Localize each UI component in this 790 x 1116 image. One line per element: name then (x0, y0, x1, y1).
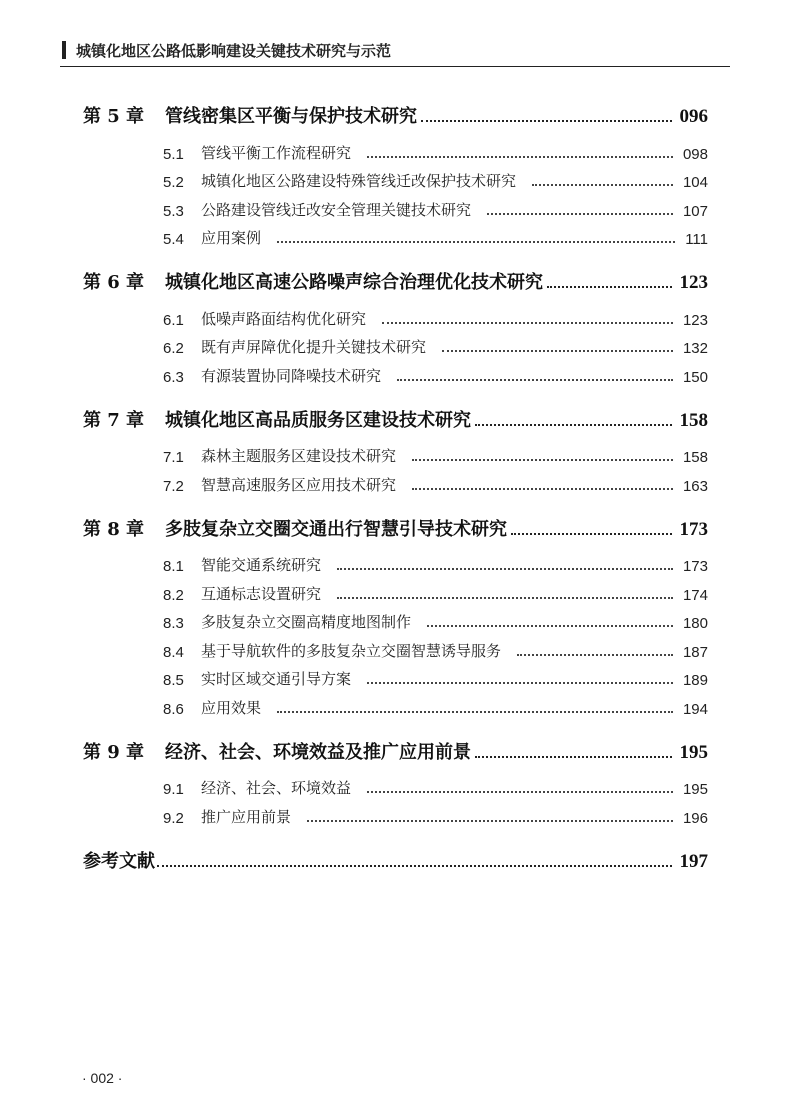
header-bar-mark (62, 41, 66, 59)
section-title: 既有声屏障优化提升关键技术研究 (201, 338, 427, 356)
section-title: 森林主题服务区建设技术研究 (201, 447, 397, 465)
chapter-number: 第 7 章 (83, 409, 145, 431)
dot-leader (421, 120, 672, 122)
dot-leader (427, 625, 673, 627)
chapter-entry[interactable] (83, 96, 708, 128)
dot-leader (367, 156, 673, 158)
dot-leader (382, 322, 673, 324)
chapter-page-number: 096 (679, 106, 708, 127)
dot-leader (412, 488, 673, 490)
section-entry[interactable] (83, 689, 708, 718)
toc-chapter (83, 509, 708, 718)
dot-leader (412, 459, 673, 461)
section-title: 城镇化地区公路建设特殊管线迁改保护技术研究 (201, 172, 517, 190)
section-title: 低噪声路面结构优化研究 (201, 309, 367, 328)
section-entry[interactable] (83, 632, 708, 661)
section-entry[interactable] (83, 798, 708, 827)
section-page-number: 104 (682, 174, 708, 191)
section-entry[interactable] (83, 575, 708, 604)
section-number: 8.6 (163, 700, 184, 718)
running-header (62, 40, 391, 60)
section-entry[interactable] (83, 191, 708, 220)
section-page-number: 187 (682, 643, 708, 661)
references-title: 参考文献 (83, 850, 155, 872)
dot-leader (532, 184, 673, 186)
section-title: 管线平衡工作流程研究 (201, 143, 352, 162)
dot-leader (475, 756, 672, 758)
references-page-number: 197 (679, 850, 708, 872)
section-title: 推广应用前景 (201, 807, 292, 826)
chapter-page-number: 123 (679, 272, 708, 293)
section-title: 应用效果 (201, 698, 262, 717)
section-page-number: 132 (682, 340, 708, 357)
section-number: 8.2 (163, 586, 184, 604)
chapter-number: 第 6 章 (83, 272, 145, 293)
section-number: 7.2 (163, 477, 184, 495)
chapter-title: 多肢复杂立交圈交通出行智慧引导技术研究 (165, 518, 507, 540)
table-of-contents (83, 96, 708, 873)
dot-leader (511, 533, 672, 535)
section-number: 6.2 (163, 340, 184, 357)
section-page-number: 189 (682, 672, 708, 689)
chapter-entry[interactable] (83, 400, 708, 432)
section-number: 8.3 (163, 615, 184, 632)
section-entry[interactable] (83, 604, 708, 633)
section-title: 公路建设管线迁改安全管理关键技术研究 (201, 200, 472, 219)
section-page-number: 111 (685, 231, 708, 248)
chapter-entry[interactable] (83, 262, 708, 294)
section-number: 5.2 (163, 174, 184, 191)
toc-chapter (83, 96, 708, 248)
section-page-number: 158 (682, 449, 708, 466)
section-title: 多肢复杂立交圈高精度地图制作 (201, 613, 412, 631)
dot-leader (337, 597, 673, 599)
section-number: 6.1 (163, 311, 184, 329)
section-page-number: 195 (682, 781, 708, 798)
section-entry[interactable] (83, 661, 708, 690)
chapter-title: 城镇化地区高品质服务区建设技术研究 (165, 409, 471, 431)
section-number: 5.4 (163, 231, 184, 248)
dot-leader (277, 711, 673, 713)
dot-leader (442, 350, 673, 352)
section-number: 8.5 (163, 672, 184, 689)
section-page-number: 174 (682, 586, 708, 604)
section-page-number: 107 (682, 202, 708, 220)
chapter-page-number: 195 (679, 741, 708, 763)
dot-leader (277, 241, 675, 243)
section-number: 7.1 (163, 449, 184, 466)
section-title: 智慧高速服务区应用技术研究 (201, 475, 397, 494)
section-number: 9.2 (163, 809, 184, 827)
section-page-number: 194 (682, 700, 708, 718)
section-number: 8.4 (163, 643, 184, 661)
chapter-title: 经济、社会、环境效益及推广应用前景 (165, 741, 471, 763)
dot-leader (487, 213, 673, 215)
section-entry[interactable] (83, 329, 708, 358)
section-entry[interactable] (83, 220, 708, 249)
toc-chapter (83, 262, 708, 386)
chapter-number: 第 5 章 (83, 106, 145, 127)
dot-leader (517, 654, 673, 656)
chapter-page-number: 158 (679, 409, 708, 431)
toc-chapter (83, 400, 708, 495)
chapter-number: 第 9 章 (83, 741, 145, 763)
section-page-number: 196 (682, 809, 708, 827)
dot-leader (337, 568, 673, 570)
dot-leader (157, 865, 672, 867)
section-number: 5.3 (163, 202, 184, 220)
dot-leader (367, 682, 673, 684)
section-page-number: 123 (682, 311, 708, 329)
section-page-number: 163 (682, 477, 708, 495)
section-title: 应用案例 (201, 229, 262, 247)
dot-leader (367, 791, 673, 793)
section-title: 经济、社会、环境效益 (201, 779, 352, 797)
section-entry[interactable] (83, 163, 708, 192)
section-number: 5.1 (163, 145, 184, 163)
section-title: 有源装置协同降噪技术研究 (201, 366, 382, 385)
section-entry[interactable] (83, 438, 708, 467)
chapter-number: 第 8 章 (83, 518, 145, 540)
section-entry[interactable] (83, 547, 708, 576)
section-title: 互通标志设置研究 (201, 584, 322, 603)
toc-chapter (83, 732, 708, 827)
section-entry[interactable] (83, 770, 708, 799)
section-page-number: 098 (682, 145, 708, 163)
chapter-title: 城镇化地区高速公路噪声综合治理优化技术研究 (165, 272, 543, 293)
section-title: 基于导航软件的多肢复杂立交圈智慧诱导服务 (201, 641, 502, 660)
header-rule (60, 66, 730, 67)
dot-leader (307, 820, 673, 822)
section-page-number: 173 (682, 558, 708, 575)
dot-leader (475, 424, 672, 426)
dot-leader (547, 286, 672, 288)
section-title: 实时区域交通引导方案 (201, 670, 352, 688)
section-title: 智能交通系统研究 (201, 556, 322, 574)
section-number: 8.1 (163, 558, 184, 575)
section-page-number: 150 (682, 368, 708, 386)
section-number: 6.3 (163, 368, 184, 386)
references-entry[interactable] (83, 841, 708, 873)
section-entry[interactable] (83, 134, 708, 163)
chapter-entry[interactable] (83, 509, 708, 541)
chapter-entry[interactable] (83, 732, 708, 764)
running-header-title: 城镇化地区公路低影响建设关键技术研究与示范 (76, 41, 392, 60)
section-page-number: 180 (682, 615, 708, 632)
section-entry[interactable] (83, 300, 708, 329)
section-entry[interactable] (83, 466, 708, 495)
dot-leader (397, 379, 673, 381)
section-entry[interactable] (83, 357, 708, 386)
section-number: 9.1 (163, 781, 184, 798)
page-folio: · 002 · (82, 1070, 123, 1086)
chapter-page-number: 173 (679, 518, 708, 540)
chapter-title: 管线密集区平衡与保护技术研究 (165, 106, 417, 127)
